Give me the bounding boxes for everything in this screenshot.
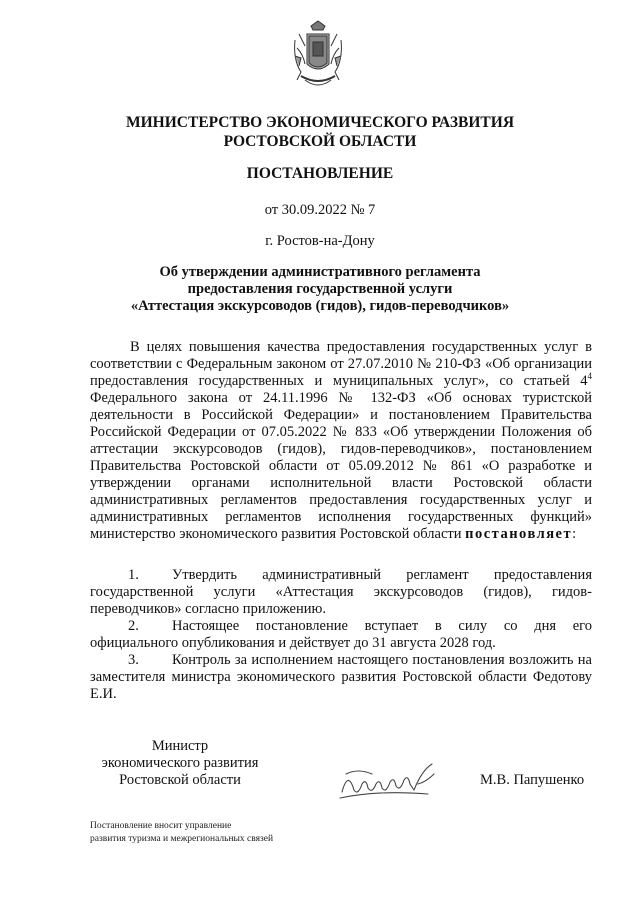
footer-line2: развития туризма и межрегиональных связей (90, 834, 274, 844)
footer-line1: Постановление вносит управление (90, 821, 232, 831)
item-number: 3. (128, 652, 139, 668)
item-text: Контроль за исполнением настоящего постановления возложить на заместителя министра экономического развития Ростовской области Федотову Е.И. (90, 652, 592, 702)
document-subject (0, 264, 640, 315)
footer-note (90, 820, 273, 846)
handwritten-signature (338, 760, 438, 802)
date-number: от 30.09.2022 № 7 (264, 202, 376, 218)
list-item (90, 618, 592, 652)
signer-title-line2: экономического развития (101, 755, 259, 771)
ministry-title-line2: РОСТОВСКОЙ ОБЛАСТИ (223, 133, 417, 150)
document-type: ПОСТАНОВЛЕНИЕ (246, 165, 394, 182)
subject-line2: предоставления государственной услуги (187, 281, 453, 297)
subject-line3: «Аттестация экскурсоводов (гидов), гидов-переводчиков» (130, 298, 510, 314)
signer-title-line1: Министр (151, 738, 209, 754)
subject-line1: Об утверждении административного регламента (159, 264, 481, 280)
item-number: 1. (128, 567, 139, 583)
signer-name: М.В. Папушенко (480, 772, 585, 788)
ministry-title (0, 113, 640, 151)
ministry-title-line1: МИНИСТЕРСТВО ЭКОНОМИЧЕСКОГО РАЗВИТИЯ (125, 114, 515, 131)
coat-of-arms-emblem (291, 20, 345, 92)
item-text: Утвердить административный регламент предоставления государственной услуги «Аттестация экскурсоводов (гидов), гидов-переводчиков» согласно приложению. (90, 567, 592, 617)
decree-colon: : (572, 526, 577, 542)
preamble-part2: Федерального закона от 24.11.1996 № 132-ФЗ «Об основах туристской деятельности в Российской Федерации» и постановлением Правительства Российской Федерации от 07.05.2022 № 833 «Об утверждении Положения об аттестации экскурсоводов (гидов), гидов-переводчиков», постановлением Правительства Ростовской области от 05.09.2012 № 861 «О разработке и утверждении органами исполнительной власти Ростовской области административных регламентов предоставления государственных услуг и административных регламентов исполнения государственных функций» министерство экономического развития Ростовской области (90, 390, 592, 542)
list-item (90, 567, 592, 618)
item-number: 2. (128, 618, 139, 634)
signer-title (90, 738, 270, 789)
signer-title-line3: Ростовской области (119, 772, 241, 788)
list-item (90, 652, 592, 703)
preamble-paragraph (90, 339, 592, 543)
preamble-part1: В целях повышения качества предоставления государственных услуг в соответствии с Федеральным законом от 27.07.2010 № 210-ФЗ «Об организации предоставления государственных и муниципальных услуг», со статьей 4 (90, 339, 592, 389)
decree-word: постановляет (465, 526, 573, 542)
article-superscript: 4 (587, 371, 592, 382)
decree-items (90, 567, 592, 703)
city: г. Ростов-на-Дону (265, 233, 375, 249)
item-text: Настоящее постановление вступает в силу со дня его официального опубликования и действует до 31 августа 2028 год. (90, 618, 592, 651)
